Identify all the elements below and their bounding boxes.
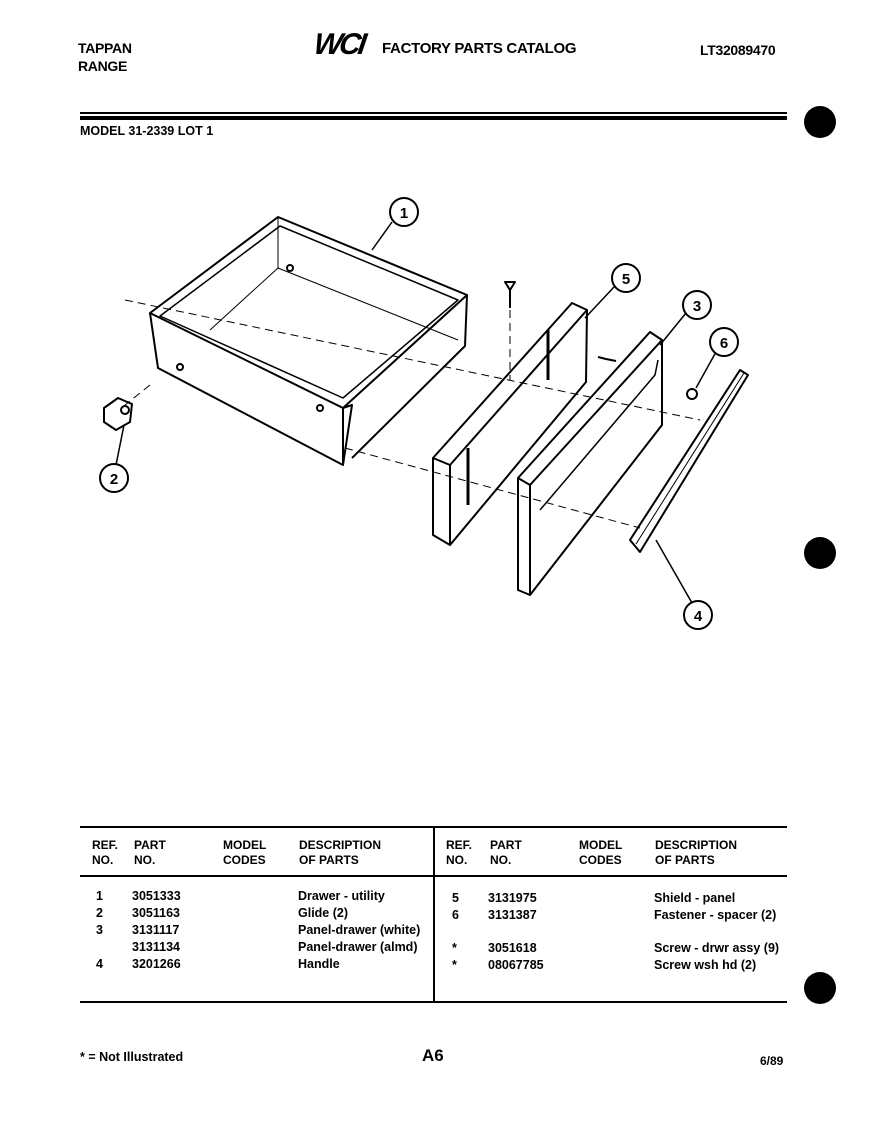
left-part-column [132,888,181,973]
model-label: MODEL 31-2339 LOT 1 [80,124,214,138]
ref-cell: 6 [452,908,459,922]
header-part [134,838,166,868]
header-model [223,838,266,868]
desc-cell: Glide (2) [298,906,349,920]
header-text: NO. [490,853,512,867]
screw-part [505,282,515,308]
part-cell: 3131134 [132,940,180,954]
header-text: MODEL [223,838,267,852]
callout-5: 5 [621,271,631,288]
part-cell: 3131387 [488,908,537,922]
right-desc-column [654,890,779,974]
header-text: OF PARTS [299,853,359,867]
desc-cell: Shield - panel [654,891,736,905]
ref-cell: 3 [96,923,103,937]
revision-date: 6/89 [760,1054,784,1068]
screw-part [598,357,616,361]
callout-4: 4 [693,608,703,625]
callout-1: 1 [399,205,409,222]
header-model [579,838,622,868]
part-cell: 08067785 [488,958,544,972]
header-text: PART [134,838,166,852]
catalog-title: FACTORY PARTS CATALOG [382,40,577,57]
header-text: NO. [134,853,156,867]
desc-cell: Screw wsh hd (2) [654,958,757,972]
header-text: CODES [223,853,266,867]
ref-cell: 4 [96,957,103,971]
callout-6: 6 [719,335,729,352]
binder-hole [804,972,836,1004]
catalog-number: LT32089470 [700,42,776,58]
wci-logo: WCI [311,28,366,61]
header-ref [92,838,118,868]
header-desc [655,838,737,868]
ref-cell: 2 [96,906,103,920]
header-text: REF. [92,838,119,852]
desc-cell: Panel-drawer (white) [298,923,421,937]
header-text: NO. [446,853,468,867]
part-cell: 3131975 [488,891,537,905]
page-number: A6 [422,1046,444,1065]
header-text: NO. [92,853,114,867]
part-cell: 3051618 [488,941,537,955]
header-text: DESCRIPTION [299,838,382,852]
ref-cell: 1 [96,889,103,903]
header-part [490,838,522,868]
product-label: RANGE [78,58,128,74]
header-ref [446,838,472,868]
brand-label: TAPPAN [78,40,132,56]
drawer-part [150,217,467,465]
ref-cell: * [452,941,457,955]
footnote: * = Not Illustrated [80,1050,184,1064]
desc-cell: Handle [298,957,340,971]
header-text: REF. [446,838,473,852]
ref-cell: * [452,958,457,972]
header-text: CODES [579,853,622,867]
header-desc [299,838,381,868]
part-cell: 3201266 [132,957,181,971]
ref-cell: 5 [452,891,459,905]
header-text: PART [490,838,522,852]
left-desc-column [298,888,420,973]
desc-cell: Panel-drawer (almd) [298,940,418,954]
ref-cell [96,939,103,956]
right-part-column [488,890,544,974]
part-cell: 3131117 [132,923,180,937]
right-ref-column [452,890,459,974]
desc-cell: Fastener - spacer (2) [654,908,777,922]
part-cell: 3051333 [132,889,181,903]
header-text: DESCRIPTION [655,838,738,852]
callout-3: 3 [692,298,702,315]
desc-cell: Screw - drwr assy (9) [654,941,780,955]
table-divider [433,826,435,1003]
part-cell: 3051163 [132,906,180,920]
desc-cell: Drawer - utility [298,889,385,903]
left-ref-column [96,888,103,973]
fastener-part [687,389,697,399]
header-text: MODEL [579,838,623,852]
callout-2: 2 [109,471,119,488]
header-text: OF PARTS [655,853,715,867]
